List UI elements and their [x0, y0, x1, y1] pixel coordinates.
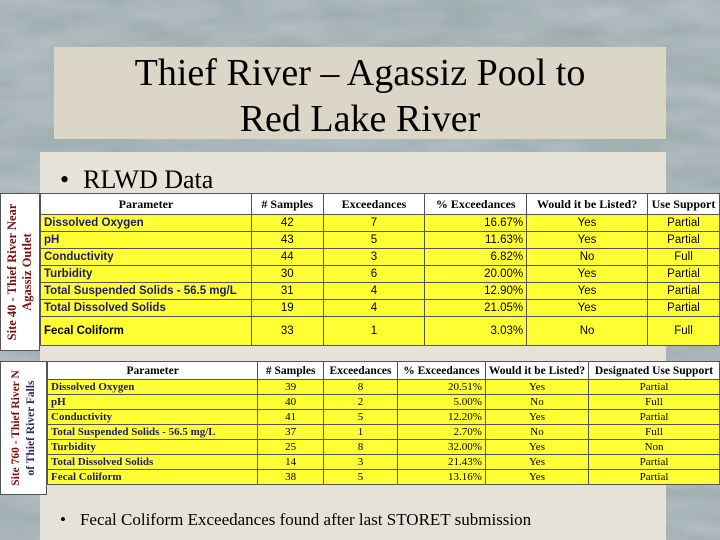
exceedances-cell: 5	[324, 410, 398, 425]
title-line-2: Red Lake River	[239, 98, 481, 140]
percent-cell: 20.51%	[397, 380, 485, 395]
listed-cell: Yes	[485, 455, 588, 470]
table-row	[41, 249, 720, 266]
parameter-cell: Turbidity	[41, 266, 252, 283]
exceedances-cell: 5	[324, 470, 398, 485]
support-cell: Partial	[647, 300, 719, 317]
samples-cell: 44	[251, 249, 323, 266]
percent-cell: 5.00%	[397, 395, 485, 410]
support-cell: Full	[589, 425, 720, 440]
table-row	[41, 232, 720, 249]
exceedances-cell: 1	[324, 425, 398, 440]
listed-cell: No	[485, 425, 588, 440]
table-row	[48, 410, 720, 425]
parameter-cell: pH	[48, 395, 258, 410]
table-row	[48, 380, 720, 395]
percent-cell: 13.16%	[397, 470, 485, 485]
column-header: Would it be Listed?	[485, 362, 588, 380]
bullet-text: Fecal Coliform Exceedances found after last STORET submission	[79, 510, 532, 529]
percent-cell: 21.05%	[425, 300, 527, 317]
exceedances-cell: 6	[323, 266, 425, 283]
site-760-label-line-1: Site 760 - Thief River N	[9, 370, 22, 486]
percent-cell: 21.43%	[397, 455, 485, 470]
listed-cell: Yes	[527, 266, 648, 283]
table-row	[48, 395, 720, 410]
listed-cell: Yes	[485, 470, 588, 485]
samples-cell: 25	[258, 440, 324, 455]
support-cell: Partial	[647, 283, 719, 300]
parameter-cell: Dissolved Oxygen	[48, 380, 258, 395]
support-cell: Full	[647, 249, 719, 266]
percent-cell: 32.00%	[397, 440, 485, 455]
samples-cell: 41	[258, 410, 324, 425]
bullet-fecal-note	[60, 510, 531, 530]
exceedances-cell: 4	[323, 283, 425, 300]
bullet-text: RLWD Data	[83, 165, 214, 194]
column-header: Parameter	[41, 194, 252, 215]
parameter-cell: Conductivity	[41, 249, 252, 266]
support-cell: Non	[589, 440, 720, 455]
site-40-label-line-2: Agassiz Outlet	[20, 233, 34, 311]
column-header: Use Support	[647, 194, 719, 215]
percent-cell: 3.03%	[425, 317, 527, 346]
exceedances-cell: 3	[323, 249, 425, 266]
support-cell: Partial	[589, 410, 720, 425]
percent-cell: 12.90%	[425, 283, 527, 300]
table-row	[48, 455, 720, 470]
exceedances-cell: 2	[324, 395, 398, 410]
listed-cell: Yes	[527, 283, 648, 300]
support-cell: Partial	[647, 232, 719, 249]
parameter-cell: Total Suspended Solids - 56.5 mg/L	[41, 283, 252, 300]
samples-cell: 14	[258, 455, 324, 470]
listed-cell: No	[527, 317, 648, 346]
samples-cell: 19	[251, 300, 323, 317]
listed-cell: Yes	[485, 440, 588, 455]
parameter-cell: Total Suspended Solids - 56.5 mg/L	[48, 425, 258, 440]
listed-cell: No	[485, 395, 588, 410]
title-line-1: Thief River – Agassiz Pool to	[134, 52, 586, 94]
support-cell: Partial	[647, 266, 719, 283]
parameter-cell: Turbidity	[48, 440, 258, 455]
samples-cell: 33	[251, 317, 323, 346]
percent-cell: 20.00%	[425, 266, 527, 283]
table-row	[48, 470, 720, 485]
bullet-dot: •	[60, 510, 66, 529]
listed-cell: Yes	[527, 232, 648, 249]
column-header: Designated Use Support	[589, 362, 720, 380]
site-760-label	[0, 361, 47, 495]
percent-cell: 2.70%	[397, 425, 485, 440]
title-box	[54, 47, 666, 139]
site-760-label-line-2: of Thief River Falls	[24, 380, 37, 476]
support-cell: Partial	[589, 470, 720, 485]
exceedances-cell: 1	[323, 317, 425, 346]
samples-cell: 43	[251, 232, 323, 249]
percent-cell: 11.63%	[425, 232, 527, 249]
support-cell: Partial	[647, 215, 719, 232]
support-cell: Full	[589, 395, 720, 410]
bullet-rlwd-data	[60, 165, 213, 195]
exceedances-cell: 8	[324, 380, 398, 395]
site-40-label	[0, 193, 40, 351]
listed-cell: Yes	[485, 410, 588, 425]
bullet-dot: •	[60, 165, 70, 194]
samples-cell: 37	[258, 425, 324, 440]
table-row	[41, 300, 720, 317]
column-header: Exceedances	[324, 362, 398, 380]
site-760-table	[47, 361, 720, 485]
site-40-table	[40, 193, 720, 346]
parameter-cell: Conductivity	[48, 410, 258, 425]
listed-cell: Yes	[527, 215, 648, 232]
listed-cell: No	[527, 249, 648, 266]
table-row	[41, 215, 720, 232]
exceedances-cell: 7	[323, 215, 425, 232]
site-40-label-line-1: Site 40 - Thief River Near	[5, 203, 19, 341]
column-header: # Samples	[258, 362, 324, 380]
table-row	[41, 283, 720, 300]
table-row	[41, 266, 720, 283]
listed-cell: Yes	[485, 380, 588, 395]
column-header: % Exceedances	[397, 362, 485, 380]
table-row	[48, 440, 720, 455]
samples-cell: 31	[251, 283, 323, 300]
parameter-cell: Fecal Coliform	[41, 317, 252, 346]
percent-cell: 16.67%	[425, 215, 527, 232]
percent-cell: 6.82%	[425, 249, 527, 266]
samples-cell: 38	[258, 470, 324, 485]
column-header: # Samples	[251, 194, 323, 215]
listed-cell: Yes	[527, 300, 648, 317]
support-cell: Partial	[589, 380, 720, 395]
parameter-cell: Total Dissolved Solids	[41, 300, 252, 317]
column-header: % Exceedances	[425, 194, 527, 215]
samples-cell: 42	[251, 215, 323, 232]
exceedances-cell: 8	[324, 440, 398, 455]
samples-cell: 40	[258, 395, 324, 410]
table-header-row	[48, 362, 720, 380]
parameter-cell: pH	[41, 232, 252, 249]
samples-cell: 39	[258, 380, 324, 395]
column-header: Parameter	[48, 362, 258, 380]
column-header: Exceedances	[323, 194, 425, 215]
exceedances-cell: 3	[324, 455, 398, 470]
percent-cell: 12.20%	[397, 410, 485, 425]
exceedances-cell: 4	[323, 300, 425, 317]
column-header: Would it be Listed?	[527, 194, 648, 215]
support-cell: Full	[647, 317, 719, 346]
table-row	[48, 425, 720, 440]
parameter-cell: Fecal Coliform	[48, 470, 258, 485]
table-header-row	[41, 194, 720, 215]
support-cell: Partial	[589, 455, 720, 470]
samples-cell: 30	[251, 266, 323, 283]
parameter-cell: Total Dissolved Solids	[48, 455, 258, 470]
parameter-cell: Dissolved Oxygen	[41, 215, 252, 232]
exceedances-cell: 5	[323, 232, 425, 249]
table-row	[41, 317, 720, 346]
